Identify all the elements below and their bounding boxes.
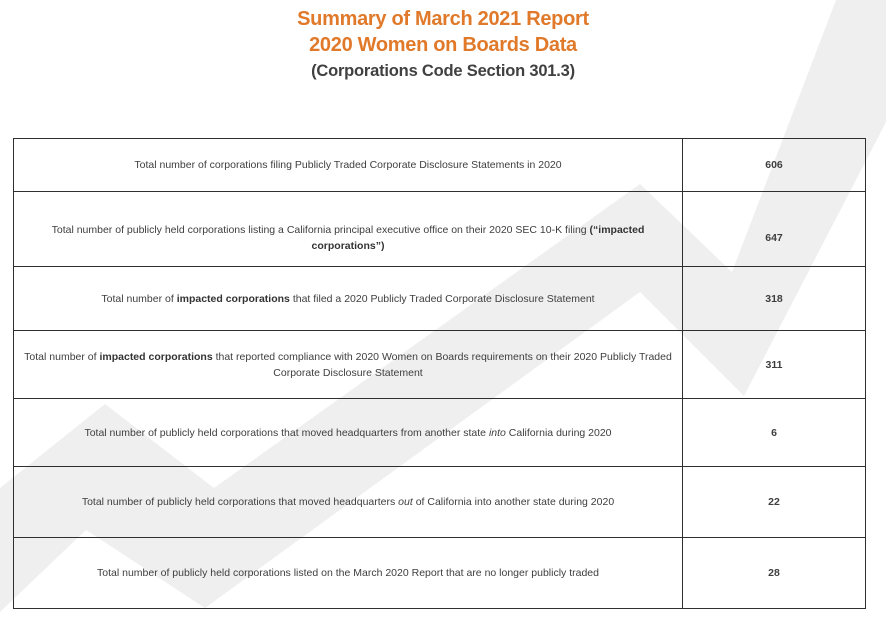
row-value: 311 bbox=[683, 331, 866, 399]
description-bold-text: impacted corporations bbox=[176, 292, 290, 305]
description-text: California during 2020 bbox=[505, 426, 612, 439]
description-text: Total number of publicly held corporations listed on the March 2020 Report that are no longer publicly traded bbox=[97, 567, 599, 579]
description-text: that filed a 2020 Publicly Traded Corporate Disclosure Statement bbox=[289, 292, 595, 305]
report-title-line-2: 2020 Women on Boards Data bbox=[309, 34, 577, 56]
row-description bbox=[14, 267, 683, 331]
row-value: 647 bbox=[683, 192, 866, 267]
row-description bbox=[14, 192, 683, 267]
report-subtitle: (Corporations Code Section 301.3) bbox=[311, 62, 575, 80]
report-header bbox=[0, 6, 886, 83]
description-text: Total number of corporations filing Publicly Traded Corporate Disclosure Statements in 2020 bbox=[134, 159, 562, 171]
table-row bbox=[14, 467, 866, 538]
table-row bbox=[14, 267, 866, 331]
table-row bbox=[14, 192, 866, 267]
description-text: that reported compliance with 2020 Women on Boards requirements on their 2020 Publicly Traded Corporate Disclosure Statement bbox=[212, 350, 672, 379]
row-description bbox=[14, 538, 683, 609]
description-text: Total number of bbox=[101, 292, 177, 305]
table-row bbox=[14, 399, 866, 467]
description-text: Total number of bbox=[24, 350, 100, 363]
summary-table bbox=[13, 138, 866, 609]
row-value: 28 bbox=[683, 538, 866, 609]
description-text: of California into another state during 2020 bbox=[412, 496, 615, 508]
description-bold-text: (“impacted corporations”) bbox=[311, 224, 645, 252]
table-row bbox=[14, 331, 866, 399]
description-text: Total number of publicly held corporations that moved headquarters bbox=[81, 496, 399, 508]
table-row bbox=[14, 538, 866, 609]
row-value: 606 bbox=[683, 139, 866, 192]
row-value: 22 bbox=[683, 467, 866, 538]
description-bold-text: impacted corporations bbox=[99, 350, 213, 363]
description-italic-text: out bbox=[398, 496, 413, 508]
row-value: 318 bbox=[683, 267, 866, 331]
table-row bbox=[14, 139, 866, 192]
row-description bbox=[14, 467, 683, 538]
row-value: 6 bbox=[683, 399, 866, 467]
report-title-line-1: Summary of March 2021 Report bbox=[297, 8, 589, 30]
description-text: Total number of publicly held corporations that moved headquarters from another state bbox=[84, 426, 489, 439]
description-italic-text: into bbox=[488, 426, 506, 439]
row-description bbox=[14, 139, 683, 192]
description-text: Total number of publicly held corporations listing a California principal executive office on their 2020 SEC 10-K filing bbox=[51, 224, 590, 236]
row-description bbox=[14, 399, 683, 467]
row-description bbox=[14, 331, 683, 399]
